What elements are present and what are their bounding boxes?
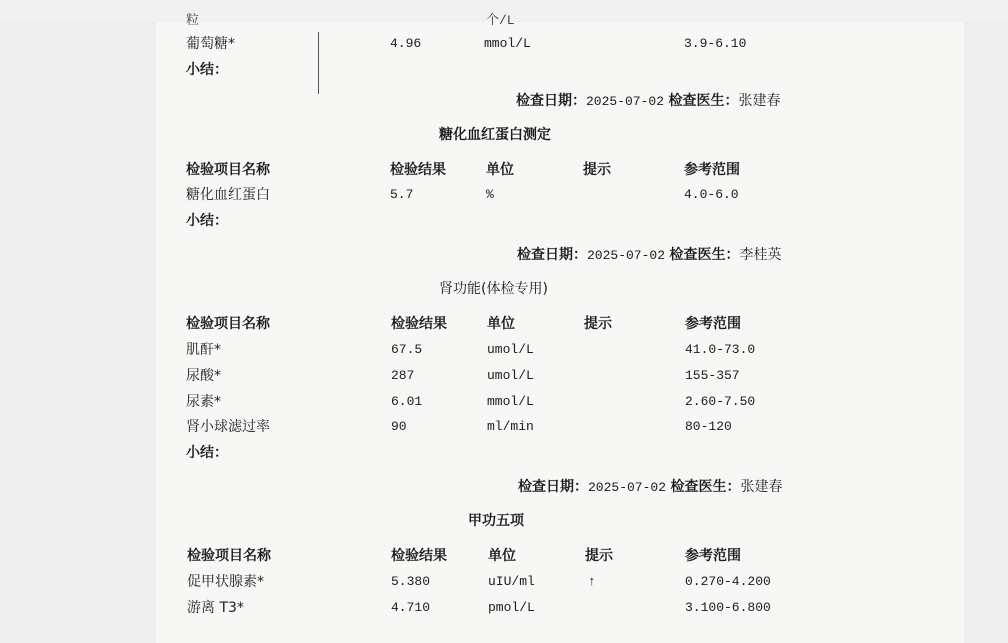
exam-date: 2025-07-02	[586, 94, 665, 109]
col-header-range: 参考范围	[685, 548, 741, 564]
col-header-result: 检验结果	[390, 162, 446, 178]
section-summary: 小结：	[186, 213, 228, 229]
result-row-hint: ↑	[588, 574, 596, 589]
result-row-unit: mmol/L	[484, 36, 531, 51]
result-row-unit: mmol/L	[487, 394, 534, 409]
col-header-name: 检验项目名称	[187, 548, 271, 564]
result-row-unit: uIU/ml	[488, 574, 535, 589]
doctor-label: 检查医生：	[670, 479, 741, 495]
exam-meta	[516, 94, 780, 108]
result-row-value: 5.380	[391, 574, 431, 589]
result-row-value: 90	[391, 419, 407, 434]
cut-row-name: 粒	[186, 13, 200, 28]
result-row-name: 肌酐*	[186, 342, 221, 358]
col-header-name: 检验项目名称	[186, 316, 270, 332]
doctor-label: 检查医生：	[668, 93, 739, 109]
col-header-hint: 提示	[583, 162, 611, 178]
section-summary: 小结：	[186, 62, 228, 78]
col-header-hint: 提示	[585, 548, 613, 564]
doctor-label: 检查医生：	[669, 247, 740, 263]
result-row-name: 糖化血红蛋白	[186, 187, 270, 203]
result-row-value: 287	[391, 368, 415, 383]
left-margin-line	[318, 32, 319, 94]
result-row-range: 3.9-6.10	[684, 36, 747, 51]
result-row-unit: umol/L	[487, 368, 534, 383]
result-row-value: 5.7	[390, 187, 414, 202]
result-row-range: 3.100-6.800	[685, 600, 771, 615]
col-header-unit: 单位	[488, 548, 516, 564]
result-row-range: 4.0-6.0	[684, 187, 739, 202]
section-summary: 小结：	[186, 445, 228, 461]
date-label: 检查日期：	[516, 93, 586, 109]
result-row-name: 游离 T3*	[187, 600, 244, 616]
result-row-name: 葡萄糖*	[186, 36, 235, 52]
col-header-range: 参考范围	[685, 316, 741, 332]
col-header-unit: 单位	[486, 162, 514, 178]
col-header-range: 参考范围	[684, 162, 740, 178]
result-row-value: 4.96	[390, 36, 422, 51]
exam-date: 2025-07-02	[588, 480, 667, 495]
result-row-name: 尿酸*	[186, 368, 221, 384]
result-row-range: 41.0-73.0	[685, 342, 756, 357]
result-row-range: 155-357	[685, 368, 740, 383]
section-title: 甲功五项	[468, 513, 524, 529]
date-label: 检查日期：	[517, 247, 587, 263]
result-row-name: 尿素*	[186, 394, 221, 410]
date-label: 检查日期：	[518, 479, 588, 495]
result-row-value: 6.01	[391, 394, 423, 409]
result-row-unit: pmol/L	[488, 600, 535, 615]
exam-doctor: 李桂英	[739, 247, 782, 263]
section-title: 肾功能(体检专用)	[439, 281, 548, 297]
result-row-range: 80-120	[685, 419, 732, 434]
result-row-unit: umol/L	[487, 342, 534, 357]
section-title: 糖化血红蛋白测定	[439, 127, 551, 143]
result-row-unit: %	[486, 187, 494, 202]
exam-date: 2025-07-02	[587, 248, 666, 263]
col-header-hint: 提示	[584, 316, 612, 332]
col-header-unit: 单位	[487, 316, 515, 332]
exam-meta	[517, 248, 781, 262]
result-row-value: 67.5	[391, 342, 423, 357]
result-row-unit: ml/min	[487, 419, 534, 434]
cut-row-unit: 个/L	[486, 13, 515, 28]
col-header-result: 检验结果	[391, 316, 447, 332]
result-row-name: 肾小球滤过率	[186, 419, 270, 435]
col-header-name: 检验项目名称	[186, 162, 270, 178]
exam-doctor: 张建春	[740, 479, 783, 495]
result-row-name: 促甲状腺素*	[187, 574, 264, 590]
result-row-range: 0.270-4.200	[685, 574, 771, 589]
exam-doctor: 张建春	[738, 93, 781, 109]
result-row-range: 2.60-7.50	[685, 394, 756, 409]
col-header-result: 检验结果	[391, 548, 447, 564]
result-row-value: 4.710	[391, 600, 431, 615]
exam-meta	[518, 480, 782, 494]
report-page	[156, 13, 964, 643]
